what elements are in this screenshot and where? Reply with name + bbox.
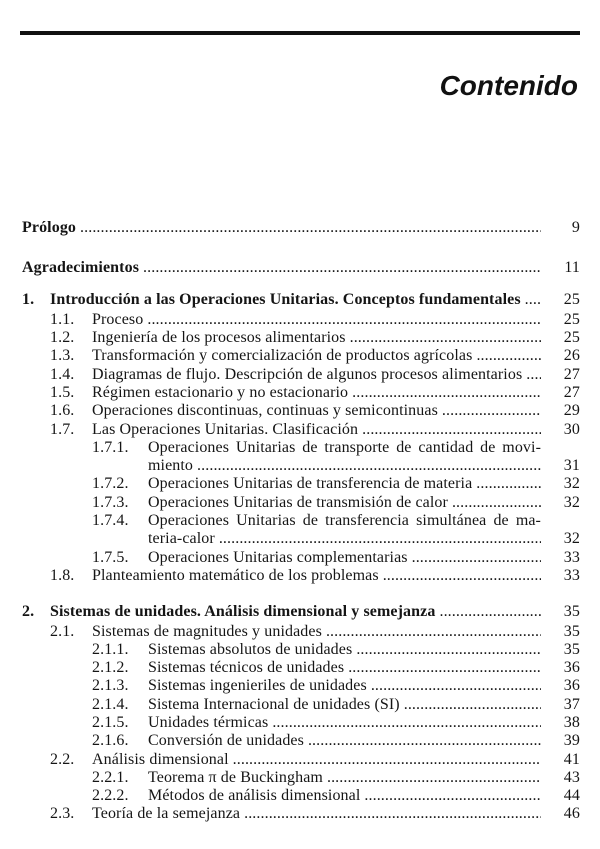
toc-entry-1-7-1-continued bbox=[22, 457, 580, 475]
page-number: 25 bbox=[563, 329, 580, 347]
section-number: 1.1. bbox=[50, 310, 75, 328]
subsection-number: 1.7.2. bbox=[92, 475, 129, 493]
entry-title: Teoría de la semejanza bbox=[92, 805, 241, 823]
dot-leader bbox=[383, 567, 541, 585]
section-number: 1.3. bbox=[50, 347, 75, 365]
entry-title: Teorema π de Buckingham bbox=[148, 768, 323, 786]
dot-leader bbox=[147, 311, 541, 329]
dot-leader bbox=[197, 457, 541, 475]
entry-title-continued: teria-calor bbox=[148, 530, 215, 548]
dot-leader bbox=[371, 677, 541, 695]
dot-leader bbox=[326, 623, 541, 641]
entry-title: Prólogo bbox=[22, 219, 77, 236]
toc-entry-1-6 bbox=[22, 402, 580, 420]
entry-title: Planteamiento matemático de los problemas bbox=[92, 566, 379, 584]
page-number: 36 bbox=[563, 677, 580, 695]
subsection-number: 1.7.5. bbox=[92, 548, 129, 566]
toc-entry-1-7-4 bbox=[22, 512, 580, 530]
toc-entry-prologo bbox=[22, 219, 580, 237]
toc-entry-2-2 bbox=[22, 751, 580, 769]
toc-entry-2-1-1 bbox=[22, 641, 580, 659]
section-number: 1.5. bbox=[50, 383, 75, 401]
page-number: 35 bbox=[563, 622, 580, 640]
subsection-number: 2.2.2. bbox=[92, 787, 129, 805]
page-number: 35 bbox=[563, 602, 580, 620]
page-number: 25 bbox=[563, 310, 580, 328]
page-number: 39 bbox=[563, 732, 580, 750]
dot-leader bbox=[352, 384, 541, 402]
dot-leader bbox=[233, 751, 541, 769]
entry-title: Métodos de análisis dimensional bbox=[148, 787, 361, 805]
toc-entry-1-8 bbox=[22, 567, 580, 585]
entry-title: Régimen estacionario y no estacionario bbox=[92, 383, 349, 401]
toc-entry-chapter-1 bbox=[22, 291, 580, 309]
top-rule bbox=[20, 31, 580, 35]
page-number: 30 bbox=[563, 420, 580, 438]
section-number: 2.2. bbox=[50, 750, 75, 768]
dot-leader bbox=[143, 259, 541, 277]
toc-entry-1-7 bbox=[22, 421, 580, 439]
toc-entry-chapter-2 bbox=[22, 603, 580, 621]
dot-leader bbox=[244, 805, 541, 823]
toc-entry-1-2 bbox=[22, 329, 580, 347]
dot-leader bbox=[327, 769, 541, 787]
dot-leader bbox=[526, 366, 541, 384]
dot-leader bbox=[219, 530, 541, 548]
entry-title: Conversión de unidades bbox=[148, 732, 304, 750]
page-number: 27 bbox=[563, 365, 580, 383]
toc-entry-2-1-5 bbox=[22, 714, 580, 732]
entry-title: Agradecimientos bbox=[22, 258, 140, 276]
page-number: 27 bbox=[563, 383, 580, 401]
section-number: 1.4. bbox=[50, 365, 75, 383]
entry-title: Operaciones Unitarias de transferencia simultánea de ma- bbox=[148, 512, 541, 530]
dot-leader bbox=[439, 603, 541, 621]
chapter-title: Sistemas de unidades. Análisis dimensional y semejanza bbox=[50, 602, 436, 620]
entry-title: Diagramas de flujo. Descripción de algunos procesos alimentarios bbox=[92, 365, 523, 383]
table-of-contents bbox=[22, 219, 580, 824]
entry-title: Unidades térmicas bbox=[148, 714, 269, 731]
page-number: 11 bbox=[564, 258, 580, 276]
entry-title-continued: miento bbox=[148, 457, 194, 475]
toc-entry-2-1-3 bbox=[22, 677, 580, 695]
toc-entry-2-2-2 bbox=[22, 787, 580, 805]
chapter-1 bbox=[22, 291, 580, 585]
subsection-number: 1.7.4. bbox=[92, 512, 129, 530]
page-number: 26 bbox=[563, 347, 580, 365]
page-number: 31 bbox=[563, 457, 580, 475]
dot-leader bbox=[442, 402, 541, 420]
dot-leader bbox=[364, 787, 541, 805]
toc-entry-2-1-2 bbox=[22, 659, 580, 677]
page-number: 9 bbox=[571, 219, 580, 236]
page-title: Contenido bbox=[439, 70, 578, 101]
chapter-title: Introducción a las Operaciones Unitarias. Conceptos fundamentales bbox=[50, 290, 521, 308]
subsection-number: 2.1.3. bbox=[92, 677, 129, 695]
dot-leader bbox=[476, 347, 541, 365]
page-number: 41 bbox=[563, 750, 580, 768]
dot-leader bbox=[476, 475, 541, 493]
subsection-number: 1.7.1. bbox=[92, 438, 129, 456]
dot-leader bbox=[80, 219, 541, 237]
toc-entry-2-2-1 bbox=[22, 769, 580, 787]
subsection-number: 2.1.2. bbox=[92, 659, 129, 677]
toc-entry-2-1 bbox=[22, 623, 580, 641]
toc-entry-1-3 bbox=[22, 347, 580, 365]
page-number: 36 bbox=[563, 659, 580, 677]
entry-title: Operaciones Unitarias de transmisión de calor bbox=[148, 493, 448, 511]
page-number: 33 bbox=[563, 548, 580, 566]
section-number: 2.3. bbox=[50, 805, 75, 823]
toc-entry-1-5 bbox=[22, 384, 580, 402]
subsection-number: 1.7.3. bbox=[92, 493, 129, 511]
entry-title: Ingeniería de los procesos alimentarios bbox=[92, 329, 346, 347]
entry-title: Sistemas técnicos de unidades bbox=[148, 659, 345, 677]
entry-title: Proceso bbox=[92, 310, 144, 328]
section-number: 2.1. bbox=[50, 622, 75, 640]
section-number: 1.7. bbox=[50, 420, 75, 438]
entry-title: Transformación y comercialización de productos agrícolas bbox=[92, 347, 473, 365]
entry-title: Sistemas de magnitudes y unidades bbox=[92, 622, 322, 640]
subsection-number: 2.2.1. bbox=[92, 768, 129, 786]
entry-title: Operaciones Unitarias de transferencia de materia bbox=[148, 475, 473, 493]
dot-leader bbox=[412, 549, 541, 567]
section-number: 1.6. bbox=[50, 402, 75, 420]
section-number: 1.8. bbox=[50, 566, 75, 584]
dot-leader bbox=[348, 659, 541, 677]
dot-leader bbox=[350, 329, 541, 347]
toc-entry-1-7-2 bbox=[22, 475, 580, 493]
chapter-2 bbox=[22, 603, 580, 824]
dot-leader bbox=[525, 291, 541, 309]
page-number: 38 bbox=[563, 714, 580, 731]
page-number: 37 bbox=[563, 695, 580, 713]
page-column-spacer bbox=[541, 439, 580, 457]
page-column-spacer bbox=[541, 512, 580, 530]
dot-leader bbox=[404, 696, 541, 714]
subsection-number: 2.1.4. bbox=[92, 695, 129, 713]
page-number: 25 bbox=[563, 290, 580, 308]
entry-title: Operaciones discontinuas, continuas y semicontinuas bbox=[92, 402, 438, 420]
page-number: 33 bbox=[563, 566, 580, 584]
dot-leader bbox=[272, 714, 541, 732]
entry-title: Operaciones Unitarias de transporte de cantidad de movi- bbox=[148, 438, 541, 456]
toc-entry-1-7-1 bbox=[22, 439, 580, 457]
dot-leader bbox=[308, 732, 541, 750]
toc-entry-2-1-6 bbox=[22, 732, 580, 750]
subsection-number: 2.1.1. bbox=[92, 640, 129, 658]
entry-title: Sistemas absolutos de unidades bbox=[148, 640, 353, 658]
dot-leader bbox=[356, 641, 541, 659]
dot-leader bbox=[362, 421, 541, 439]
toc-entry-1-7-4-continued bbox=[22, 530, 580, 548]
subsection-number: 2.1.6. bbox=[92, 732, 129, 750]
toc-entry-1-4 bbox=[22, 366, 580, 384]
toc-entry-2-1-4 bbox=[22, 696, 580, 714]
toc-entry-1-7-5 bbox=[22, 549, 580, 567]
entry-title: Operaciones Unitarias complementarias bbox=[148, 548, 408, 566]
toc-entry-1-1 bbox=[22, 311, 580, 329]
chapter-number: 2. bbox=[22, 602, 35, 620]
page-number: 29 bbox=[563, 402, 580, 420]
chapter-number: 1. bbox=[22, 290, 35, 308]
toc-entry-agradecimientos bbox=[22, 259, 580, 277]
entry-title: Sistemas ingenieriles de unidades bbox=[148, 677, 367, 695]
entry-title: Las Operaciones Unitarias. Clasificación bbox=[92, 420, 359, 438]
page-number: 44 bbox=[563, 787, 580, 805]
section-number: 1.2. bbox=[50, 329, 75, 347]
toc-entry-2-3 bbox=[22, 805, 580, 823]
page-number: 35 bbox=[563, 640, 580, 658]
entry-title: Análisis dimensional bbox=[92, 750, 229, 768]
entry-title: Sistema Internacional de unidades (SI) bbox=[148, 695, 400, 713]
toc-entry-1-7-3 bbox=[22, 494, 580, 512]
subsection-number: 2.1.5. bbox=[92, 714, 129, 731]
page-number: 43 bbox=[563, 768, 580, 786]
page-number: 32 bbox=[563, 530, 580, 548]
page-number: 32 bbox=[563, 493, 580, 511]
page-number: 32 bbox=[563, 475, 580, 493]
page-number: 46 bbox=[563, 805, 580, 823]
dot-leader bbox=[452, 494, 541, 512]
